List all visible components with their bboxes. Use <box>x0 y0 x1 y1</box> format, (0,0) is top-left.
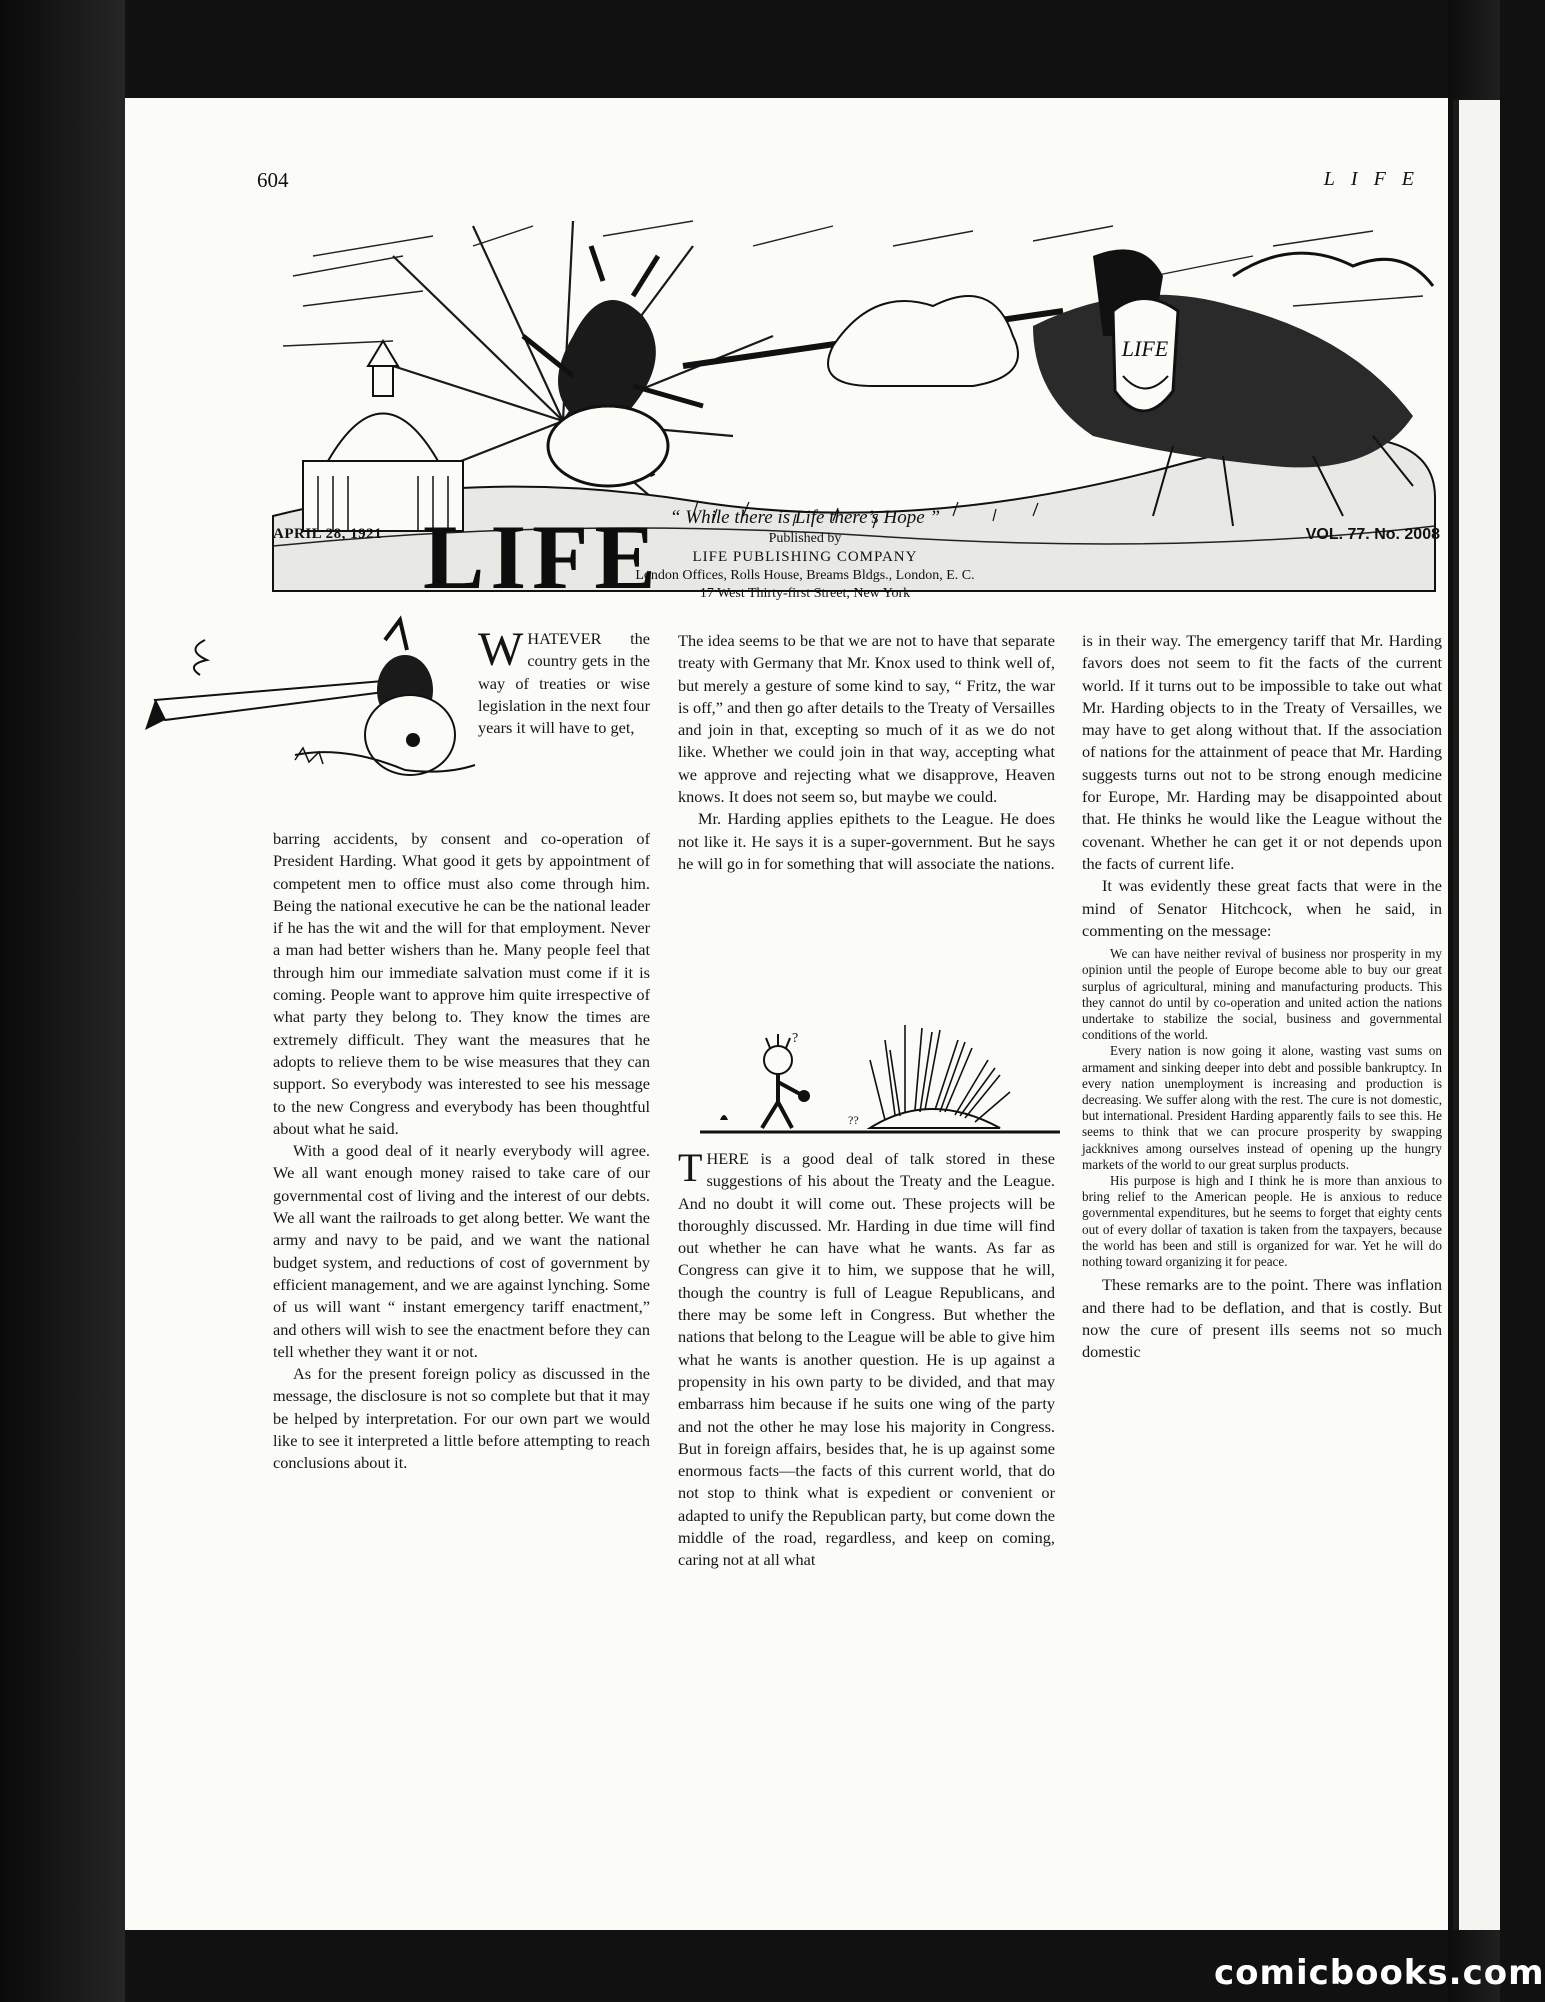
masthead-logo: LIFE <box>423 506 662 608</box>
column-2 <box>678 630 1055 875</box>
intro-text: HATEVER the country gets in the way of treaties or wise legislation in the next four years it will have to get, <box>478 629 650 738</box>
watermark: comicbooks.com <box>1214 1953 1545 1993</box>
scan-border-left <box>0 0 125 2002</box>
quote-paragraph-2: Every nation is now going it alone, wasting vast sums on armament and sinking deeper into debt and possible bankruptcy. In every nation unemployment is increasing and production is decreasing. We suffer along with the rest. The cure is not domestic, but international. President Harding apparently fails to see this. He seems to think that we can procure prosperity by swapping jackknives among ourselves instead of opening up the hungry markets of the world to our great surplus products. <box>1082 1043 1442 1172</box>
column-1-paragraph-2: With a good deal of it nearly everybody will agree. We all want enough money raised to take care of our governmental cost of living and the interest of our debts. We all want the railroads to get along better. We want the army and navy to be paid, and we want the national budget system, and reductions of cost of government by efficient management, and we are against lynching. Some of us will want “ instant emergency tariff enactment,” and others will wish to see the enactment before they can tell whether they want it or not. <box>273 1141 650 1361</box>
drop-cap-t: T <box>678 1145 703 1190</box>
article-intro <box>478 623 650 739</box>
column-3-paragraph-3: These remarks are to the point. There was inflation and there had to be deflation, and that is costly. But now the cure of present ills seems not so much domestic <box>1082 1275 1442 1362</box>
column-3-paragraph-1: is in their way. The emergency tariff that Mr. Harding favors does not seem to fit the facts of the current world. If it turns out to be impossible to take out what Mr. Harding objects to in the Treaty of Versailles, we may have to get along without that. If the association of nations for the attainment of peace that Mr. Harding suggests turns out not to be strong enough medicine for Europe, Mr. Harding may be disappointed about that. He thinks he would like the League without the covenant. Whether he can get it or not depends upon the facts of current life. <box>1082 631 1442 873</box>
column-2-continued <box>678 1145 1055 1572</box>
shield-label: LIFE <box>1121 336 1169 361</box>
column-2-paragraph-3 <box>678 1145 1055 1572</box>
london-address: London Offices, Rolls House, Breams Bldgs., London, E. C. <box>635 568 975 583</box>
indian-pipe-illustration <box>145 620 475 780</box>
column-2-paragraph-3-text: HERE is a good deal of talk stored in these suggestions of his about the Treaty and the League. And no doubt it will come out. These projects will be thoroughly discussed. Mr. Harding in due time will find out whether he can have what he wants. As far as Congress can give it to him, we suppose that he will, though the country is full of League Republicans, and there may be some left in Congress. But whether the nations that belong to the League will be able to give him what he wants is another question. He is up against a propensity in his own party to be divided, and that may embarrass him because if he suits one wing of the party and not the other he may lose his majority in Congress. But in foreign affairs, besides that, he is up against some enormous facts—the facts of this current world, that do not stop to think what is expedient or convenient or adapted to unify the Republican party, but come down the middle of the road, regardless, and keep on coming, caring not at all what <box>678 1149 1055 1570</box>
column-1 <box>273 828 650 1475</box>
running-head: LIFE <box>1323 168 1430 190</box>
hitchcock-quote <box>1082 946 1442 1270</box>
cartoon-question: ? <box>792 1031 799 1046</box>
motto: “ While there is Life there’s Hope ” <box>669 507 941 528</box>
quote-paragraph-3: His purpose is high and I think he is more than anxious to bring relief to the American people. He is anxious to reduce governmental expenditures, but he seems to forget that eighty cents out of every dollar of taxation is taken from the taxpayers, because the world has been and still is organized for war. Yet he will do nothing toward organizing it for peace. <box>1082 1173 1442 1270</box>
column-2-paragraph-2: Mr. Harding applies epithets to the League. He does not like it. He says it is a super-government. But he says he will go in for something that will associate the nations. <box>678 809 1055 873</box>
issue-date: APRIL 28, 1921 <box>273 526 383 542</box>
page-number: 604 <box>257 168 289 192</box>
volume-number: VOL. 77. No. 2008 <box>1305 526 1440 543</box>
column-2-paragraph-1: The idea seems to be that we are not to have that separate treaty with Germany that Mr. Knox used to think well of, but merely a gesture of some kind to say, “ Fritz, the war is off,” and then go after details to the Treaty of Versailles and join in that, excepting so much of it as we do not like. Whether we could join in that way, accepting what we approve and rejecting what we disapprove, Heaven knows. It does not seem so, but maybe we could. <box>678 631 1055 807</box>
quote-paragraph-1: We can have neither revival of business nor prosperity in my opinion until the people of Europe become able to buy our great surplus of agricultural, mining and manufacturing products. This they cannot do until by co-operation and united action the nations undertake to stabilize the social, business and governmental conditions of the world. <box>1082 946 1442 1043</box>
cartoon-question-2: ?? <box>848 1113 859 1127</box>
column-3-paragraph-2: It was evidently these great facts that were in the mind of Senator Hitchcock, when he said, in commenting on the message: <box>1082 876 1442 940</box>
imprint-block <box>495 506 1115 603</box>
column-3 <box>1082 630 1442 1363</box>
porcupine-cartoon <box>700 1020 1060 1138</box>
new-york-address: 17 West Thirty-first Street, New York <box>699 586 911 601</box>
next-page-edge <box>1453 100 1500 1930</box>
published-by: Published by <box>768 531 842 546</box>
column-1-paragraph-1: barring accidents, by consent and co-operation of President Harding. What good it gets by appointment of competent men to office must also come through him. Being the national executive he can be the national leader if he has the wit and the will for that employment. Never a man had better wishers than he. Many people feel that through him our immediate salvation must come if it is coming. People want to approve him quite irrespective of what party they belong to. They know the times are extremely difficult. They want the measures that he adopts to relieve them to be wise measures that they can support. So everybody was interested to see his message to the new Congress and everybody has been thoughtful about what he said. <box>273 829 650 1138</box>
publisher-name: LIFE PUBLISHING COMPANY <box>692 549 918 565</box>
column-1-paragraph-3: As for the present foreign policy as discussed in the message, the disclosure is not so complete but that it may be helped by interpretation. For our own part we would like to see it interpreted a little before attempting to reach conclusions about it. <box>273 1364 650 1473</box>
drop-cap-w: W <box>478 623 524 676</box>
